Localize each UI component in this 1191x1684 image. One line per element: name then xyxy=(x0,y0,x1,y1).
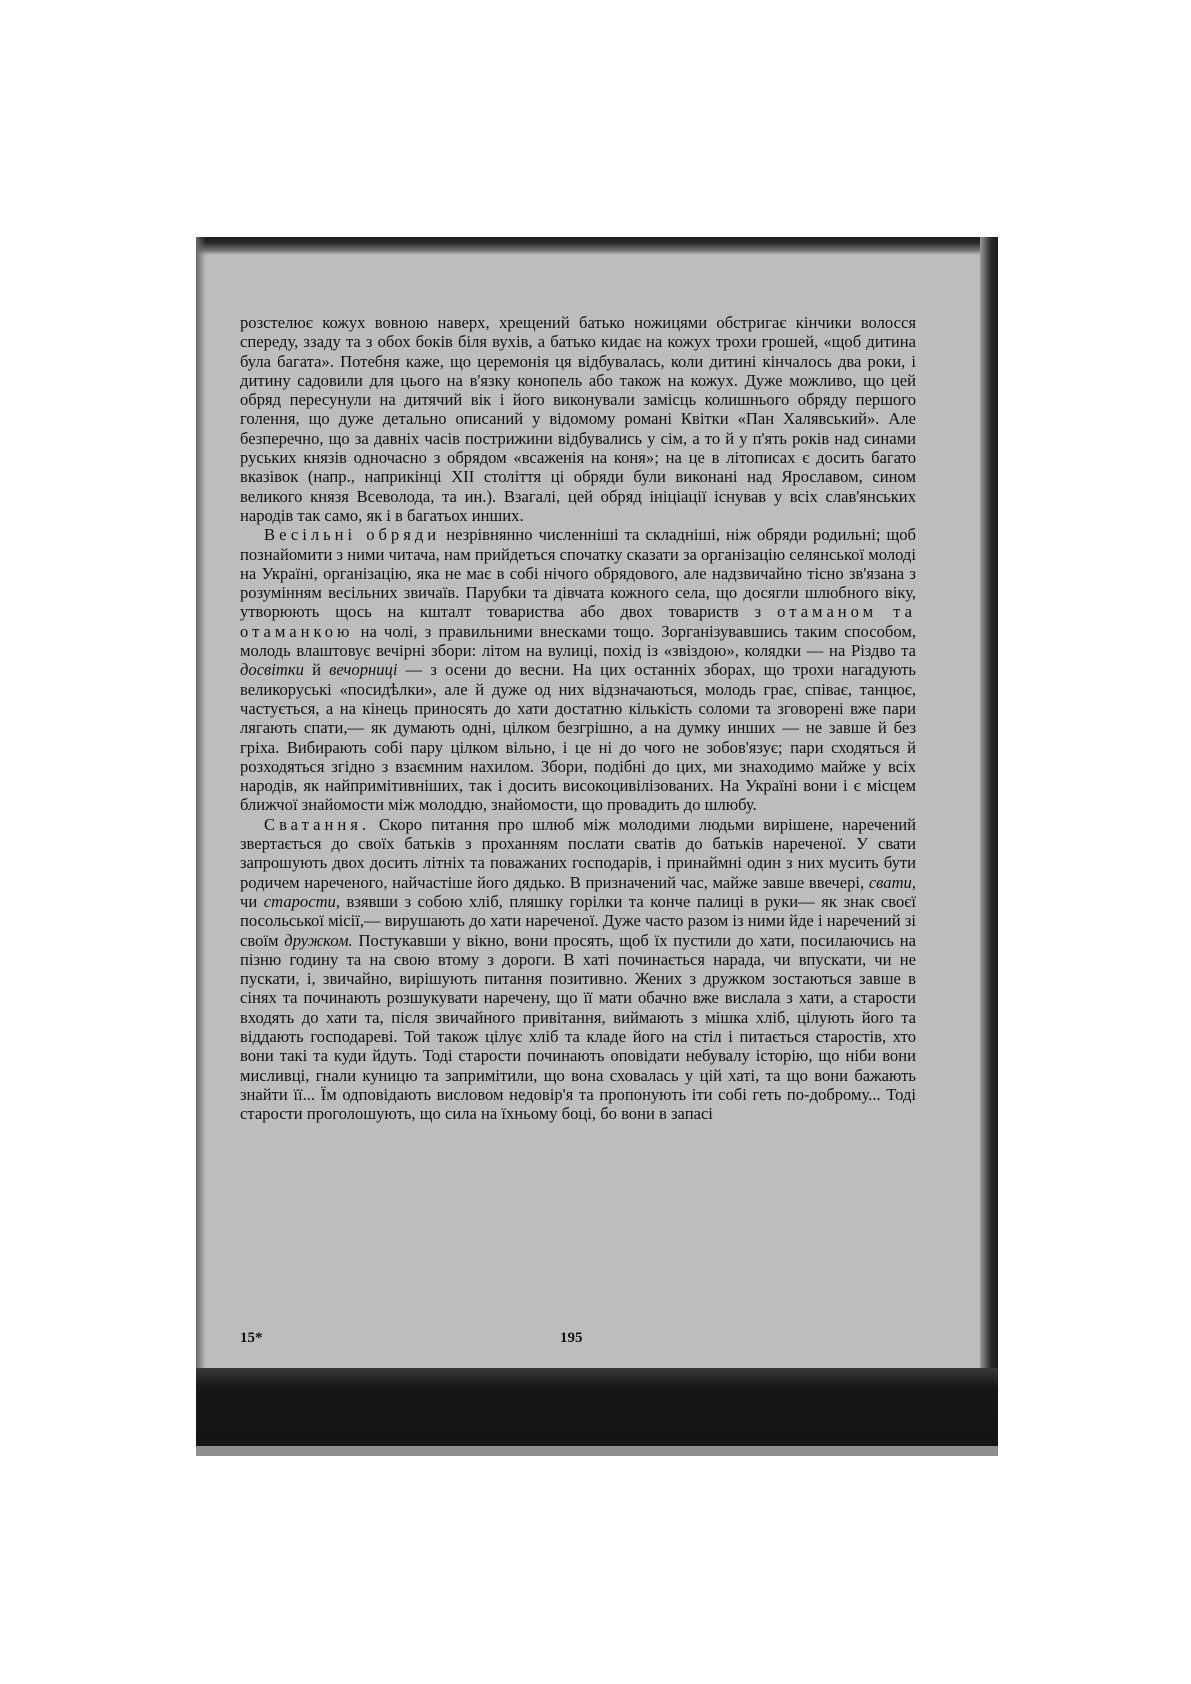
italic-term: свати, xyxy=(868,872,916,892)
spaced-term: Весільні обряди xyxy=(264,525,441,545)
text-run: Скоро питання про шлюб між молодими людьми вирішене, наречений звертається до своїх батьків з проханням послати сватів до батьків нареченої. У свати запрошують двох досить літніх та поважаних господарів, і принаймні один з них мусить бути родичем нареченого, найчастіше його дядько. В призначений час, майже завше ввечері, xyxy=(240,814,916,892)
italic-term: вечорниці xyxy=(329,660,398,680)
scanned-page xyxy=(196,237,998,1456)
text-run: незрівнянно численніші та складніші, ніж обряди родильні; щоб познайомити з ними читача, нам прийдеться спочатку сказати за організацію селянської молоді на Україні, організацію, яка не має в собі нічого обрядового, але надзвичайно тісно зв'язана з розумінням весільних звичаїв. Парубки та дівчата кожного села, що досягли шлюбного віку, утворюють щось на кшталт товариства або двох товариств з xyxy=(240,525,916,622)
page-number: 195 xyxy=(560,1330,583,1346)
text-run: — з осени до весни. На цих останніх зборах, що трохи нагадують великоруські «посидѣлки», але й дуже од них відзначаються, молодь грає, співає, танцює, частується, а на кінець приносять до хати достатню кількість соломи та зговорені вже пари лягають спати,— як думають одні, цілком безгрішно, а на думку инших — не завше й без гріха. Вибирають собі пару цілком вільно, і це ні до чого не зобов'язує; пари сходяться й розходяться згідно з взаємним нахилом. Збори, подібні до цих, ми знаходимо майже у всіх народів, як найпримітивніших, так і досить високоцивілізованих. На Україні вони і є місцем ближчої знайомости між молоддю, знайомости, що провадить до шлюбу. xyxy=(240,660,916,815)
text-run xyxy=(877,602,893,621)
spaced-term: Сватання. xyxy=(264,814,370,834)
paragraph xyxy=(240,525,916,814)
printer-signature-mark: 15* xyxy=(240,1330,263,1346)
text-run: Постукавши у вікно, вони просять, щоб їх пустили до хати, посилаючись на пізню годину та на свою втому з дороги. В хаті починається нарада, чи впускати, чи не пускати, і, звичайно, вирішують питання позитивно. Жених з дружком зостаються завше в сінях та починають розшукувати наречену, що її мати обачно вже вислала з хати, а старости входять до хати та, після звичайного привітання, виймають з мішка хліб, цілують його та віддають господареві. Той також цілує хліб та кладе його на стіл і питається старостів, хто вони такі та куди йдуть. Тоді старости починають оповідати небувалу історію, що ніби вони мисливці, гнали куницю та запримітили, що вона сховалась у цій хаті, та що вони бажають знайти її... Їм одповідають висловом недовір'я та пропонують іти собі геть по-доброму... Тоді старости проголошують, що сила на їхньому боці, бо вони в запасі xyxy=(240,930,916,1124)
page-footer xyxy=(240,1330,916,1352)
text-run: й xyxy=(303,660,330,680)
italic-term: дружком. xyxy=(284,930,353,950)
text-run: чи xyxy=(240,891,264,911)
paragraph xyxy=(240,313,916,525)
body-text xyxy=(240,313,916,1123)
spaced-term: та отаманкою xyxy=(240,602,916,641)
text-run: взявши з собою хліб, пляшку горілки та конче палиці в руки— як знак своєї посольської місії,— вирушають до хати нареченої. Дуже часто разом із ними йде і наречений зі своїм xyxy=(240,891,916,950)
paragraph xyxy=(240,815,916,1124)
book-edge xyxy=(980,237,998,1456)
text-run: розстелює кожух вовною наверх, хрещений батько ножицями обстригає кінчики волосся спереду, ззаду та з обох боків біля вухів, а батько кидає на кожух трохи грошей, «щоб дитина була багата». Потебня каже, що церемонія ця відбувалась, коли дитині кінчалось два роки, і дитину садовили для цього на в'язку конопель або також на кожух. Дуже можливо, що цей обряд пересунули на дитячий вік і його виконували замісць колишнього обряду першого голення, що дуже детально описаний у відомому романі Квітки «Пан Халявський». Але безперечно, що за давніх часів пострижини відбувались у сім, а то й у п'ять років над синами руських князів одночасно з обрядом «всаженія на коня»; на це в літописах є досить багато вказівок (напр., наприкінці XII століття ці обряди були виконані над Ярославом, сином великого князя Всеволода, та ин.). Взагалі, цей обряд ініціації існував у всіх слав'янських народів так само, як і в багатьох инших. xyxy=(240,313,916,525)
italic-term: досвітки xyxy=(240,660,304,680)
text-run: на чолі, з правильними внесками тощо. Зорганізувавшись таким способом, молодь влаштовує вечірні збори: літом на вулиці, похід із «звіздою», колядки — на Різдво та xyxy=(240,621,916,661)
italic-term: старости, xyxy=(263,891,341,911)
page-top-shadow xyxy=(196,237,998,255)
scan-bottom-shadow xyxy=(196,1368,998,1456)
spaced-term: отаманом xyxy=(777,602,878,622)
page-left-shadow xyxy=(196,237,206,1456)
